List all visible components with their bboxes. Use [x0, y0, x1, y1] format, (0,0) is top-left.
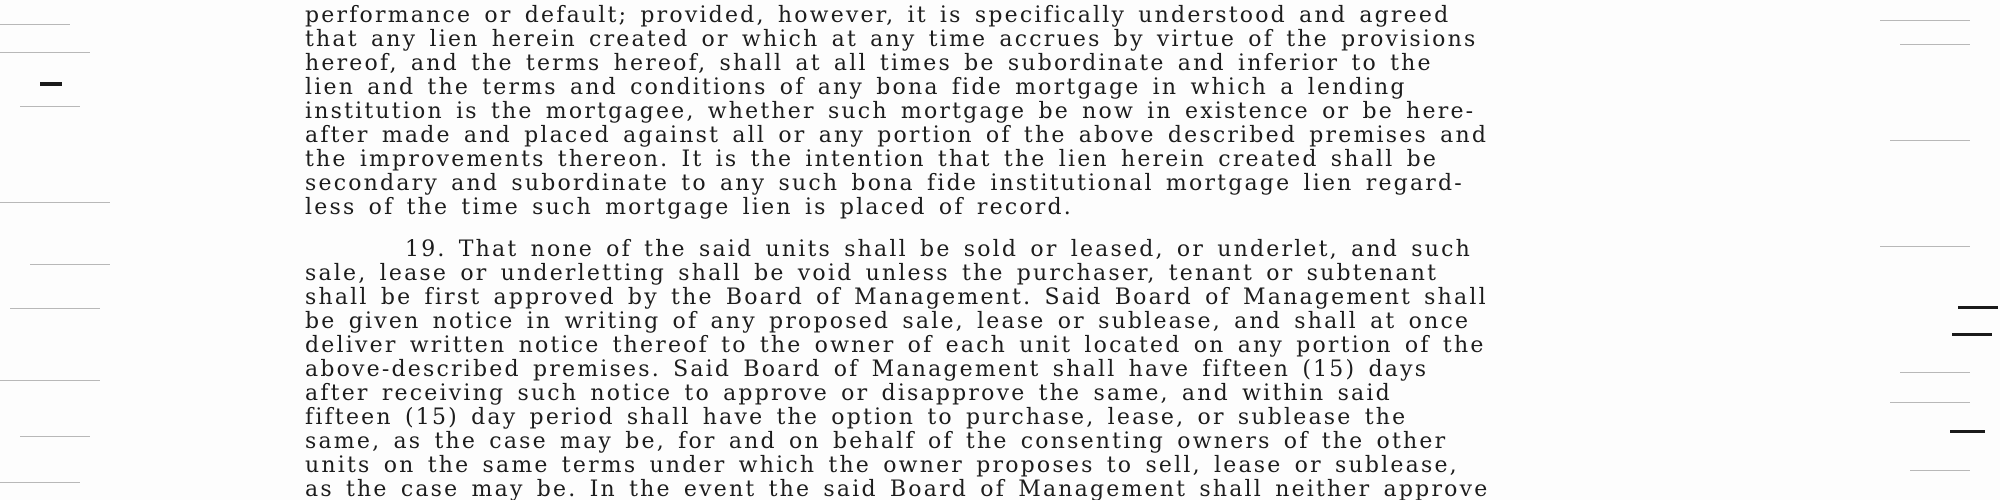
scan-artifact	[1880, 20, 1970, 21]
scan-artifact	[0, 202, 110, 203]
scan-artifact	[0, 380, 100, 381]
text-line: as the case may be. In the event the said Board of Management shall neither approve	[305, 477, 1490, 500]
scan-artifact	[1890, 402, 1970, 403]
margin-mark-right	[1958, 306, 1998, 309]
text-line: the improvements thereon. It is the intention that the lien herein created shall be	[305, 147, 1439, 172]
margin-mark-right	[1950, 430, 1985, 433]
text-line: hereof, and the terms hereof, shall at all times be subordinate and inferior to the	[305, 51, 1433, 76]
scan-artifact	[1890, 140, 1970, 141]
margin-mark-right	[1952, 333, 1992, 336]
text-line: that any lien herein created or which at any time accrues by virtue of the provisions	[305, 27, 1478, 52]
text-line: deliver written notice thereof to the owner of each unit located on any portion of the	[305, 333, 1486, 358]
scan-artifact	[20, 106, 80, 107]
text-line: institution is the mortgagee, whether such mortgage be now in existence or be here-	[305, 99, 1476, 124]
scan-artifact	[10, 308, 100, 309]
scan-artifact	[0, 24, 70, 25]
text-line: after made and placed against all or any portion of the above described premises and	[305, 123, 1489, 148]
text-line: less of the time such mortgage lien is placed of record.	[305, 195, 1073, 220]
scan-artifact	[1900, 44, 1970, 45]
scan-artifact	[20, 436, 90, 437]
scan-artifact	[0, 52, 90, 53]
scan-artifact	[1880, 246, 1970, 247]
text-line: be given notice in writing of any proposed sale, lease or sublease, and shall at once	[305, 309, 1471, 334]
text-line: lien and the terms and conditions of any bona fide mortgage in which a lending	[305, 75, 1407, 100]
scan-artifact	[0, 482, 80, 483]
text-line: after receiving such notice to approve or disapprove the same, and within said	[305, 381, 1392, 406]
text-line: fifteen (15) day period shall have the option to purchase, lease, or sublease the	[305, 405, 1408, 430]
scan-artifact	[1910, 470, 1970, 471]
text-line: performance or default; provided, however, it is specifically understood and agreed	[305, 3, 1451, 28]
text-line: sale, lease or underletting shall be void unless the purchaser, tenant or subtenant	[305, 261, 1439, 286]
text-line: above-described premises. Said Board of Management shall have fifteen (15) days	[305, 357, 1429, 382]
paragraph-19-first-line: 19. That none of the said units shall be sold or leased, or underlet, and such	[405, 237, 1472, 262]
text-line: same, as the case may be, for and on behalf of the consenting owners of the other	[305, 429, 1448, 454]
text-line: secondary and subordinate to any such bona fide institutional mortgage lien regard-	[305, 171, 1464, 196]
text-line: shall be first approved by the Board of Management. Said Board of Management shall	[305, 285, 1488, 310]
margin-mark-left	[40, 82, 62, 86]
scan-artifact	[1900, 372, 1970, 373]
scan-artifact	[30, 264, 110, 265]
text-line: units on the same terms under which the owner proposes to sell, lease or sublease,	[305, 453, 1459, 478]
